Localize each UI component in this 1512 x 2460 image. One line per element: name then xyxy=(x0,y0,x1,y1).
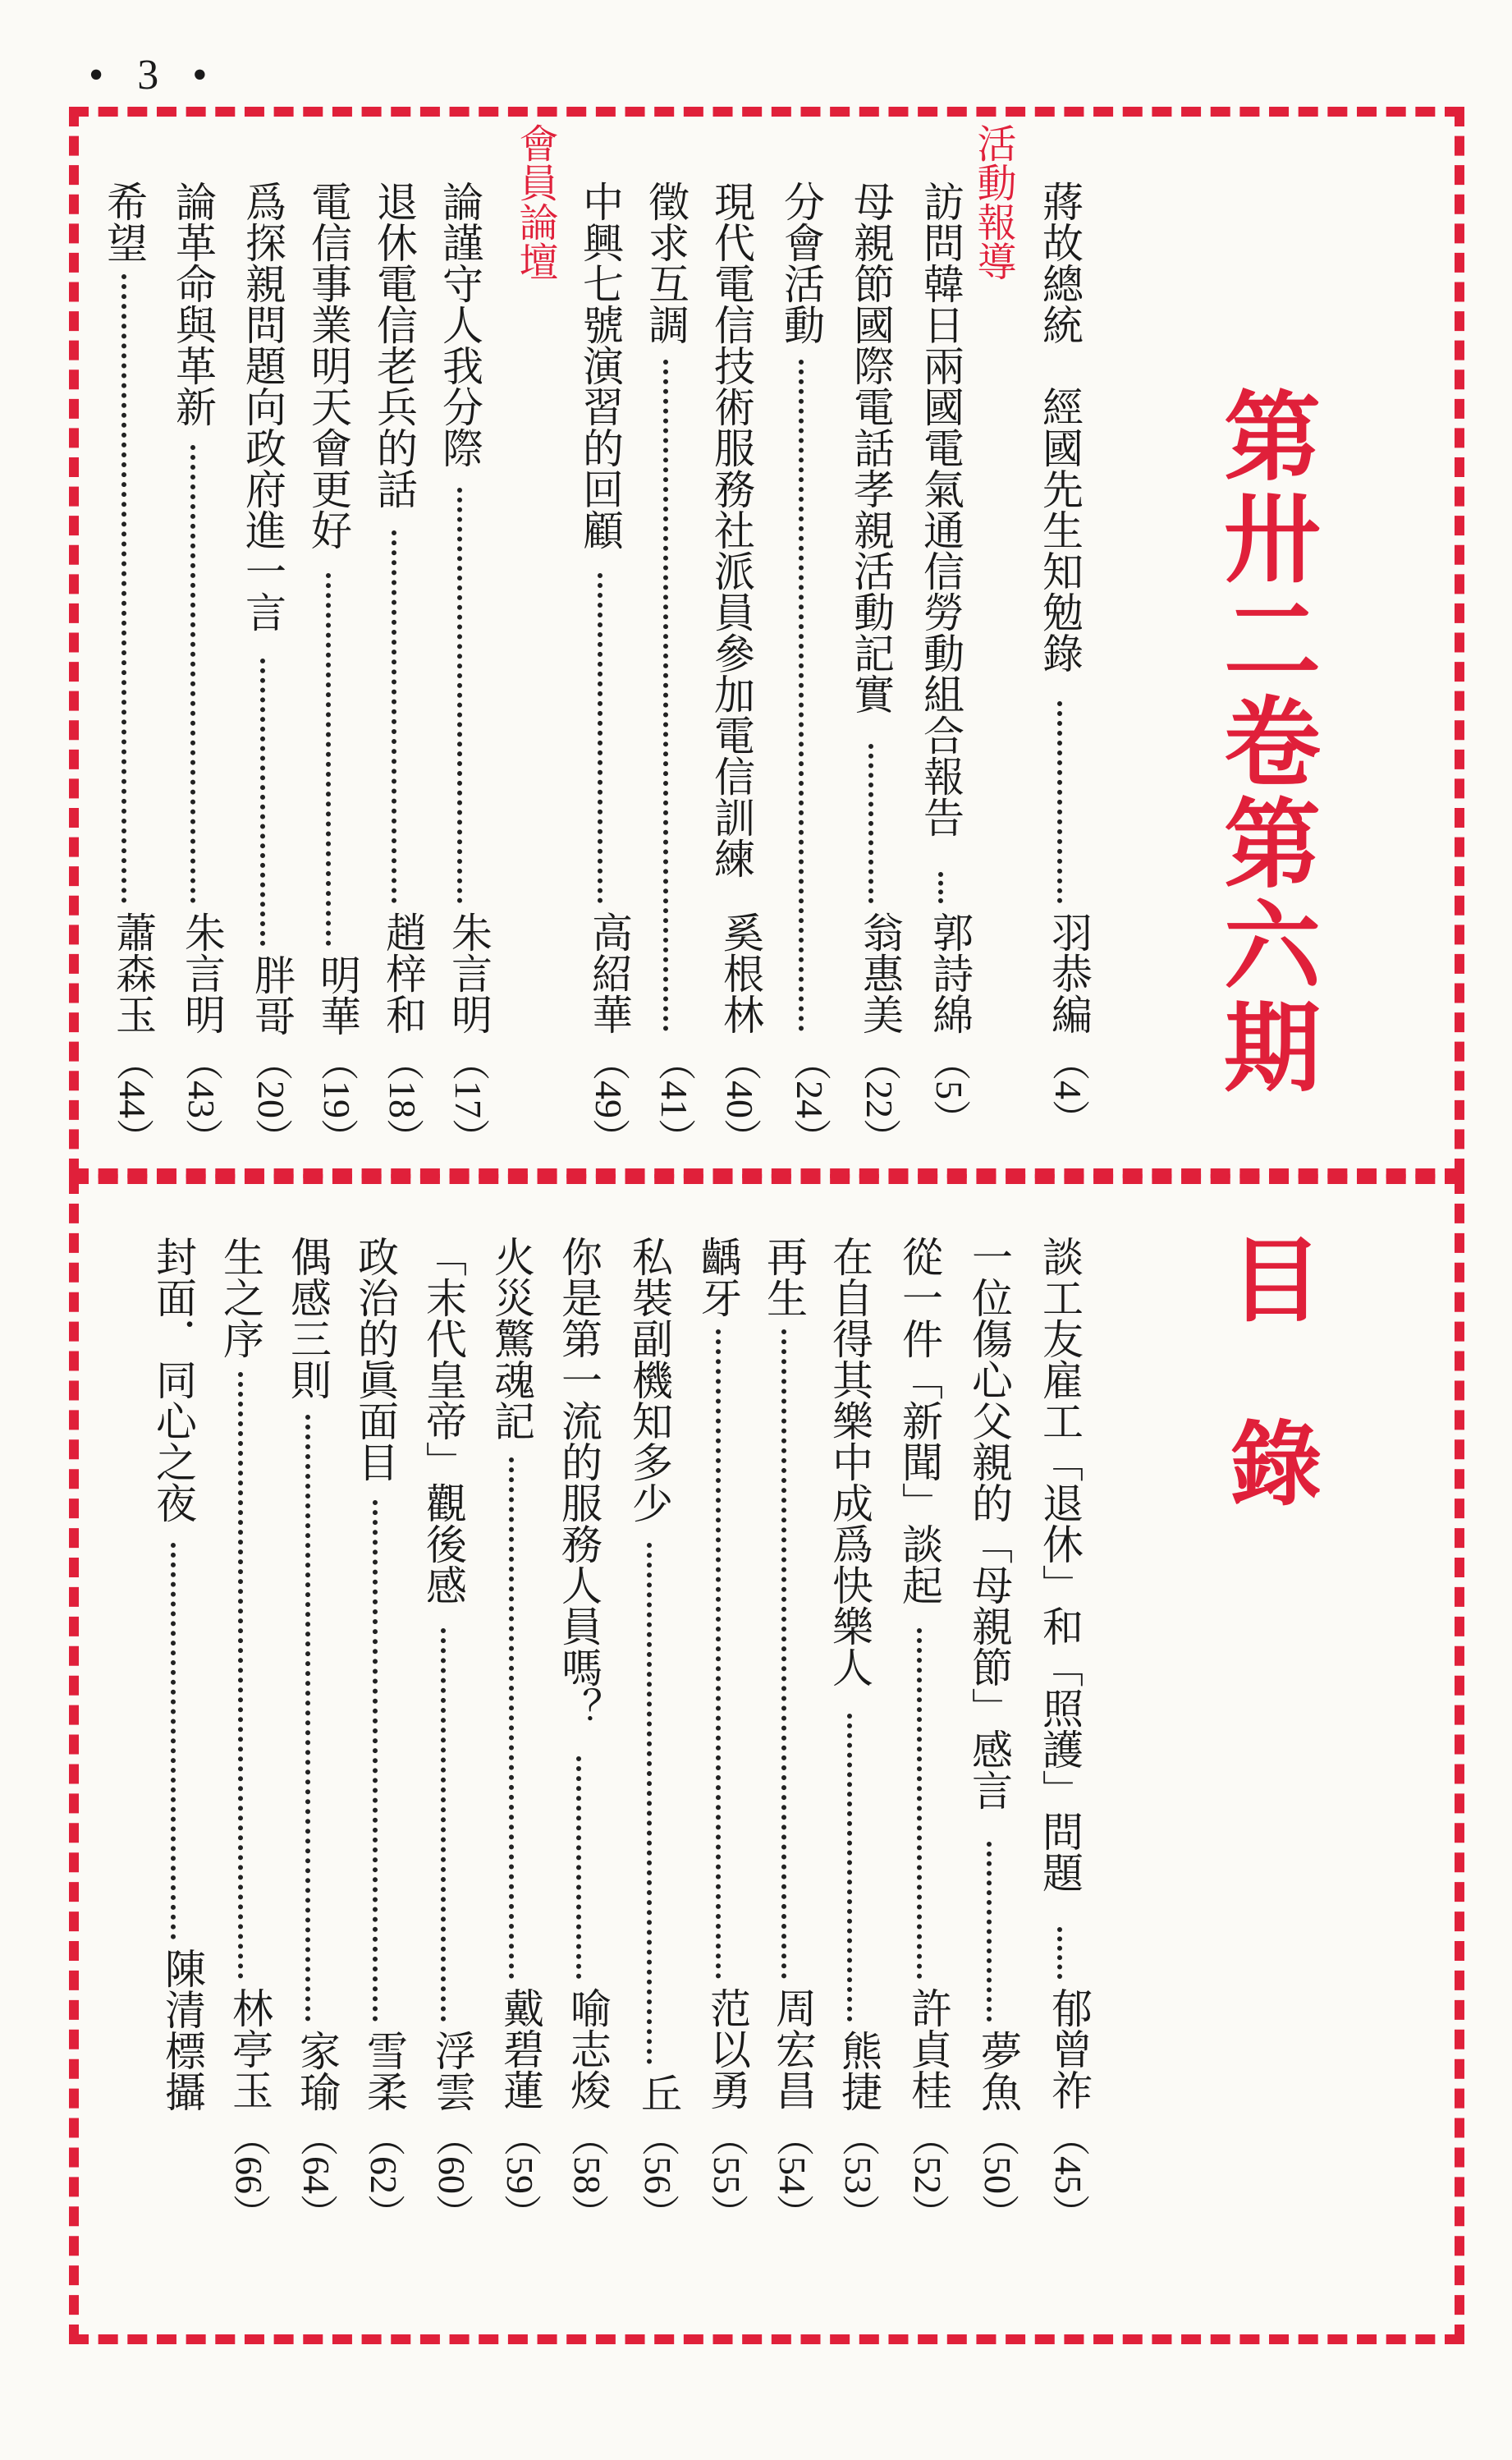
toc-entry-author: 范以勇 xyxy=(703,1987,751,2110)
toc-entry-title: 中興七號演習的回顧 xyxy=(576,181,624,550)
toc-entry-page: （18） xyxy=(382,1043,424,1156)
toc-entry-page: （62） xyxy=(363,2118,405,2232)
toc-leader-dots xyxy=(305,1415,310,2022)
toc-entry-author: 陳清標攝 xyxy=(158,1948,206,2112)
toc-entry-author: 朱言明 xyxy=(178,911,226,1035)
toc-leader-dots xyxy=(190,445,195,903)
toc-leader-dots xyxy=(799,360,804,1031)
toc-entry-title: 火災驚魂記 xyxy=(488,1236,535,1441)
toc-entry-title: 偶感三則 xyxy=(284,1236,332,1400)
toc-entry-title: 齲牙 xyxy=(694,1236,742,1318)
toc-entry-title: 生之序 xyxy=(217,1236,264,1359)
toc-entry-author: 浮雲 xyxy=(428,2030,476,2112)
toc-entry-title: 「末代皇帝」觀後感 xyxy=(419,1236,467,1605)
toc-entry-title: 政治的眞面目 xyxy=(351,1236,399,1482)
toc-leader-dots xyxy=(598,573,603,903)
toc-title: 目 錄 xyxy=(1215,1232,1322,1508)
toc-entry-author: 周宏昌 xyxy=(769,1987,817,2110)
toc-entry-page: （22） xyxy=(859,1043,900,1156)
toc-leader-dots xyxy=(716,1329,721,1979)
toc-entry-page: （60） xyxy=(431,2118,473,2232)
section-activity-report: 活動報導 xyxy=(970,123,1016,281)
toc-entry-page: （4） xyxy=(1047,1043,1089,1137)
toc-entry-title: 退休電信老兵的話 xyxy=(370,181,418,509)
toc-entry-author: 蕭森玉 xyxy=(109,911,157,1035)
toc-entry-title: 從一件「新聞」談起 xyxy=(896,1236,943,1605)
toc-entry-title: 在自得其樂中成爲快樂人 xyxy=(826,1236,873,1687)
toc-entry-author: 高紹華 xyxy=(585,911,633,1035)
toc-entry-author: 夢魚 xyxy=(974,2030,1022,2112)
toc-entry-page: （19） xyxy=(316,1043,358,1156)
toc-leader-dots xyxy=(781,1329,786,1979)
toc-entry-page: （43） xyxy=(181,1043,222,1156)
toc-entry-page: （40） xyxy=(719,1043,761,1156)
toc-leader-dots xyxy=(260,659,265,946)
toc-entry-author: 郁曾祚 xyxy=(1045,1987,1093,2110)
toc-entry-page: （44） xyxy=(112,1043,153,1156)
toc-entry-title: 分會活動 xyxy=(777,181,825,345)
toc-entry-author: 雪柔 xyxy=(360,2030,408,2112)
toc-entry-author: 羽恭編 xyxy=(1045,911,1093,1035)
toc-entry-page: （52） xyxy=(907,2118,949,2232)
toc-entry-author: 郭詩綿 xyxy=(926,911,974,1035)
toc-entry-page: （41） xyxy=(653,1043,695,1156)
toc-entry-page: （49） xyxy=(588,1043,630,1156)
toc-entry-author: 丘 xyxy=(635,2072,682,2113)
toc-entry-title: 談工友雇工「退休」和「照護」問題 xyxy=(1036,1236,1084,1893)
toc-leader-dots xyxy=(441,1628,446,2022)
toc-entry-author: 趙梓和 xyxy=(379,911,427,1035)
toc-entry-author: 家瑜 xyxy=(293,2030,341,2112)
issue-title: 第卅二卷第六期 xyxy=(1207,386,1321,1099)
toc-leader-dots xyxy=(647,1543,652,2064)
toc-entry-page: （5） xyxy=(928,1043,970,1137)
toc-leader-dots xyxy=(868,744,873,903)
toc-entry-author: 明華 xyxy=(314,954,361,1036)
toc-leader-dots xyxy=(576,1756,581,1979)
toc-entry-page: （55） xyxy=(706,2118,748,2232)
toc-leader-dots xyxy=(847,1714,852,2022)
toc-entry-page: （64） xyxy=(296,2118,337,2232)
toc-entry-title: 私裝副機知多少 xyxy=(625,1236,673,1523)
toc-entry-author: 胖哥 xyxy=(248,954,296,1036)
toc-entry-page: （54） xyxy=(772,2118,813,2232)
toc-entry-page: （58） xyxy=(566,2118,608,2232)
toc-entry-title: 再生 xyxy=(760,1236,808,1318)
toc-entry-author: 朱言明 xyxy=(445,911,493,1035)
toc-entry-title: 爲探親問題向政府進一言 xyxy=(239,181,286,632)
toc-entry-page: （56） xyxy=(637,2118,679,2232)
toc-entry-page: （59） xyxy=(499,2118,541,2232)
toc-entry-title: 你是第一流的服務人員嗎？ xyxy=(555,1236,603,1728)
toc-leader-dots xyxy=(392,530,396,903)
toc-leader-dots xyxy=(457,488,462,903)
page-number: • 3 • xyxy=(89,52,219,99)
toc-entry-title: 母親節國際電話孝親活動記實 xyxy=(847,181,895,714)
toc-leader-dots xyxy=(663,360,668,1031)
toc-leader-dots xyxy=(917,1628,922,1979)
toc-entry-page: （17） xyxy=(447,1043,489,1156)
toc-entry-title: 訪問韓日兩國電氣通信勞動組合報告 xyxy=(917,181,964,838)
toc-entry-author: 林亭玉 xyxy=(226,1987,273,2110)
toc-leader-dots xyxy=(171,1543,176,1939)
toc-entry-title: 現代電信技術服務社派員參加電信訓練 xyxy=(708,181,755,879)
toc-entry-title: 徵求互調 xyxy=(642,181,690,345)
toc-leader-dots xyxy=(373,1500,378,2022)
toc-entry-title: 封面．同心之夜 xyxy=(149,1236,197,1523)
toc-entry-author: 熊捷 xyxy=(835,2030,882,2112)
toc-leader-dots xyxy=(938,872,943,903)
toc-entry-title: 論革命與革新 xyxy=(169,181,217,427)
toc-entry-page: （66） xyxy=(228,2118,270,2232)
toc-entry-page: （24） xyxy=(789,1043,831,1156)
toc-entry-author: 許貞桂 xyxy=(905,1987,952,2110)
toc-leader-dots xyxy=(987,1842,992,2022)
toc-entry-page: （20） xyxy=(250,1043,292,1156)
section-member-forum: 會員論壇 xyxy=(512,123,558,281)
toc-entry-title: 電信事業明天會更好 xyxy=(305,181,352,550)
toc-entry-page: （53） xyxy=(837,2118,879,2232)
toc-entry-author: 奚根林 xyxy=(717,911,764,1035)
toc-leader-dots xyxy=(1057,1927,1062,1979)
toc-leader-dots xyxy=(121,274,126,903)
toc-entry-title: 蔣故總統 經國先生知勉錄 xyxy=(1036,181,1084,673)
toc-entry-title: 一位傷心父親的「母親節」感言 xyxy=(965,1236,1013,1811)
toc-entry-author: 喻志焌 xyxy=(564,1987,612,2110)
toc-leader-dots xyxy=(1057,701,1062,903)
toc-entry-title: 希望 xyxy=(100,181,148,263)
toc-leader-dots xyxy=(238,1372,243,1979)
toc-entry-author: 戴碧蓮 xyxy=(497,1987,544,2110)
toc-entry-page: （45） xyxy=(1047,2118,1089,2232)
toc-entry-author: 翁惠美 xyxy=(856,911,904,1035)
toc-leader-dots xyxy=(326,573,331,946)
toc-entry-page: （50） xyxy=(977,2118,1019,2232)
toc-entry-title: 論謹守人我分際 xyxy=(436,181,483,468)
toc-leader-dots xyxy=(509,1457,514,1979)
